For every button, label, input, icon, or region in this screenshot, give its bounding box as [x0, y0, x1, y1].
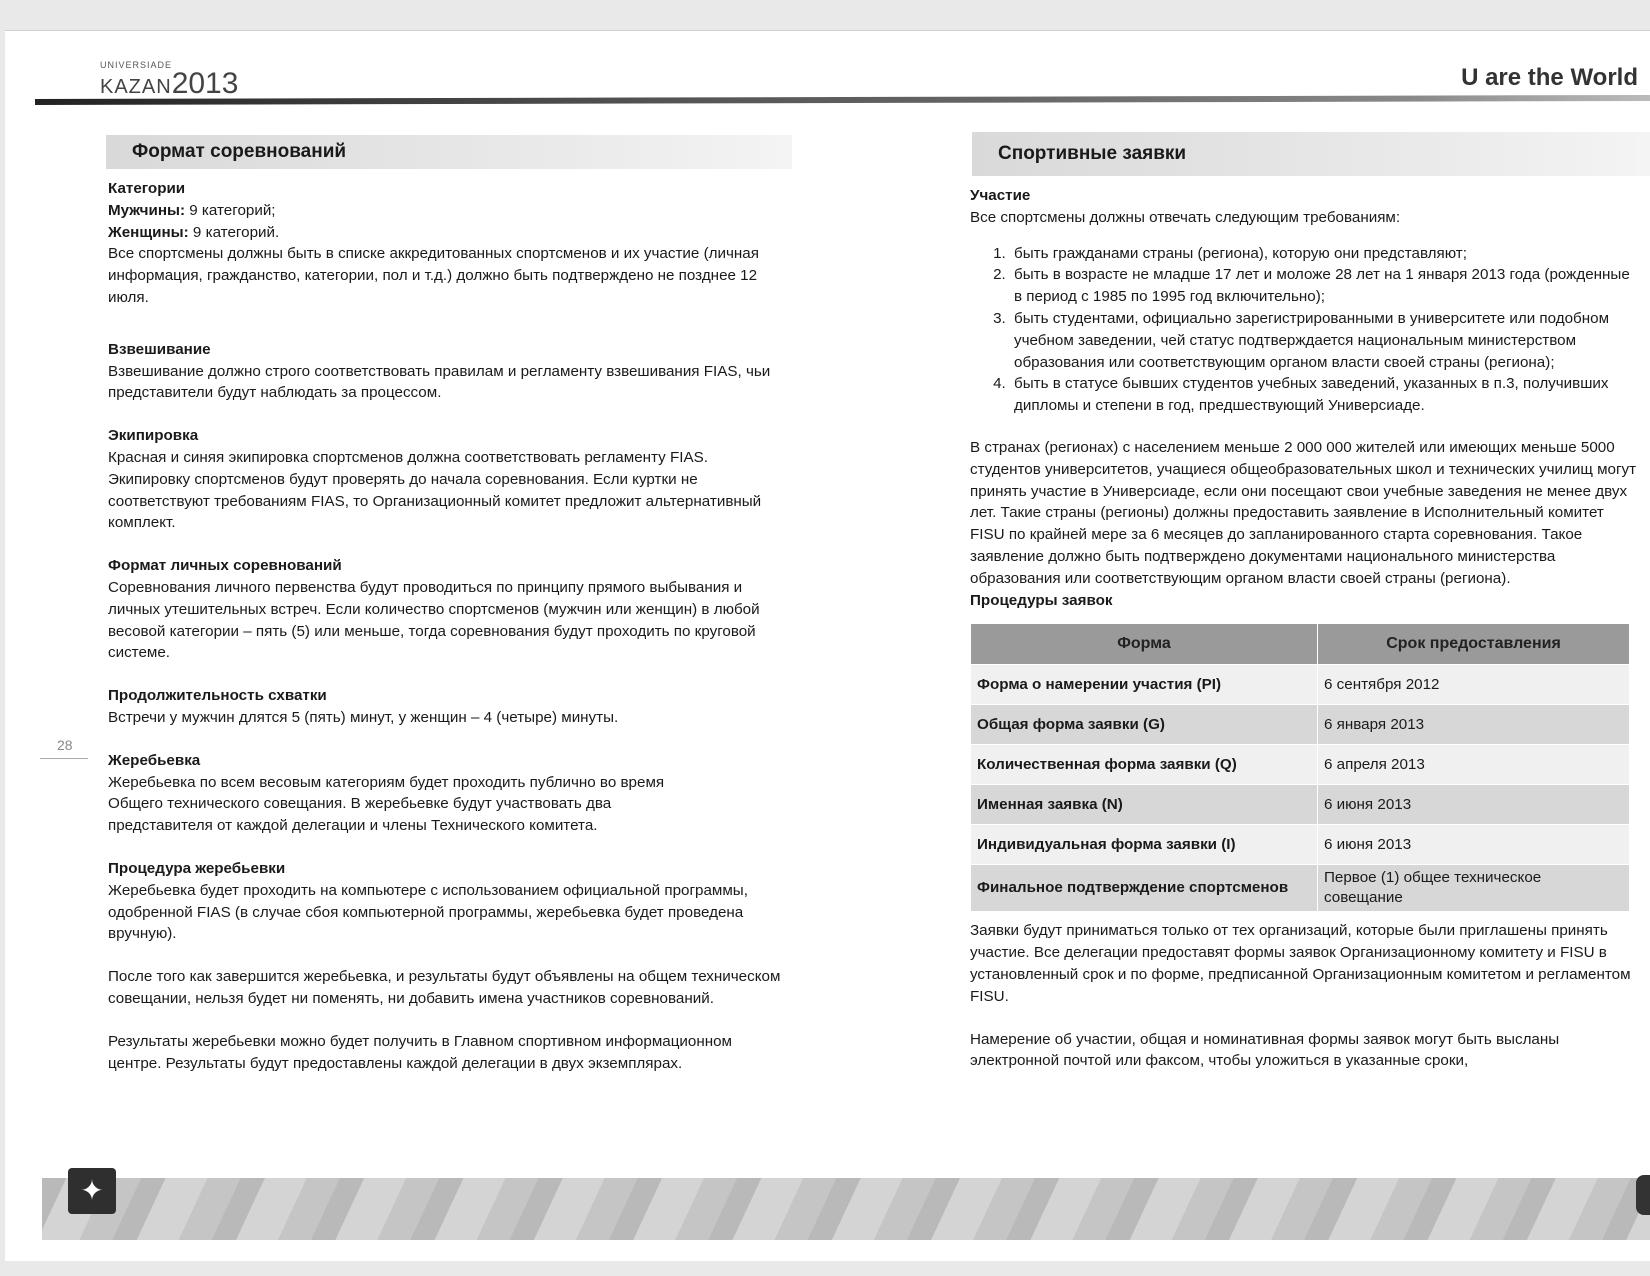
deadline-cell: 6 апреля 2013: [1318, 745, 1630, 785]
equipment-text: Красная и синяя экипировка спортсменов должна соответствовать регламенту FIAS. Экипировку спортсменов будут проверять до начала соревнования. Если куртки не соответствуют требованиям FIAS, то Организационный комитет предложит альтернативный комплект.: [108, 448, 762, 532]
women-line: [108, 222, 788, 244]
requirements-list: [970, 243, 1640, 417]
requirement-item: 4. быть в статусе бывших студентов учебных заведений, указанных в п.3, получивших дипломы и степени в год, предшествующий Универсиаде.: [1010, 373, 1640, 417]
logo-city: KAZAN: [100, 76, 172, 98]
deadline-cell: Первое (1) общее техническое совещание: [1318, 865, 1630, 912]
sport-pictogram-icon: ✦: [68, 1168, 116, 1214]
requirement-item: 2. быть в возрасте не младше 17 лет и моложе 28 лет на 1 января 2013 года (рожденные в период с 1985 по 1995 год включительно);: [1010, 264, 1640, 308]
individual-format-text: Соревнования личного первенства будут проводиться по принципу прямого выбывания и личных утешительных встреч. Если количество спортсменов (мужчин или женщин) в любой весовой категории – пять (5) или меньше, тогда соревнования будут проходить по круговой системе.: [108, 578, 760, 662]
block-draw: [108, 750, 788, 837]
requirement-item: 1. быть гражданами страны (региона), которую они представляют;: [1010, 243, 1640, 265]
heading-weighing: Взвешивание: [108, 340, 211, 358]
table-row: [971, 745, 1630, 785]
page-number-rule: [40, 758, 88, 759]
table-row: [971, 665, 1630, 705]
left-column: [108, 135, 788, 1095]
logo-main-text: [100, 67, 239, 101]
section-title-entries: Спортивные заявки: [972, 132, 1650, 176]
requirement-item: 3. быть студентами, официально зарегистрированными в университете или подобном учебном заведении, чей статус подтверждается национальным министерством образования или соответствующим органом власти своей страны (региона);: [1010, 308, 1640, 373]
section-title-format: Формат соревнований: [106, 135, 792, 169]
table-header-row: [971, 624, 1630, 665]
right-column: [970, 132, 1640, 1072]
form-cell: Общая форма заявки (G): [971, 705, 1318, 745]
form-cell: Именная заявка (N): [971, 785, 1318, 825]
categories-text: Все спортсмены должны быть в списке аккредитованных спортсменов и их участие (личная информация, гражданство, категории, пол и т.д.) должно быть подтверждено не позднее 12 июля.: [108, 245, 759, 306]
women-label: Женщины:: [108, 223, 189, 241]
after-table-text-1: Заявки будут приниматься только от тех организаций, которые были приглашены принять участие. Все делегации предоставят формы заявок Организационному комитету и FISU в установленный срок и по форме, предписанной Организационным комитетом и регламентом FISU.: [970, 922, 1631, 1005]
slogan: U are the World: [1461, 64, 1638, 91]
bout-duration-text: Встречи у мужчин длятся 5 (пять) минут, у женщин – 4 (четыре) минуты.: [108, 708, 619, 726]
table-header-deadline: Срок предоставления: [1318, 624, 1630, 665]
heading-draw: Жеребьевка: [108, 751, 201, 769]
form-cell: Финальное подтверждение спортсменов: [971, 865, 1318, 912]
page-edge-tab: [1636, 1175, 1650, 1215]
footer-pattern-band: [42, 1178, 1650, 1240]
form-cell: Индивидуальная форма заявки (I): [971, 825, 1318, 865]
heading-equipment: Экипировка: [108, 427, 199, 445]
deadline-cell: 6 сентября 2012: [1318, 665, 1630, 705]
draw-procedure-text-2: После того как завершится жеребьевка, и результаты будут объявлены на общем техническом совещании, нельзя будет ни поменять, ни добавить имена участников соревнований.: [108, 968, 781, 1007]
heading-draw-procedure: Процедура жеребьевки: [108, 859, 286, 877]
universiade-logo: [100, 60, 238, 101]
block-draw-procedure: [108, 858, 788, 1074]
deadline-cell: 6 июня 2013: [1318, 785, 1630, 825]
block-weighing: [108, 339, 788, 404]
women-value: 9 категорий.: [188, 223, 280, 241]
logo-year: 2013: [171, 67, 239, 100]
block-individual-format: [108, 555, 788, 664]
heading-categories: Категории: [108, 180, 186, 197]
heading-procedures: Процедуры заявок: [970, 591, 1113, 609]
small-countries-text: В странах (регионах) с населением меньше 2 000 000 жителей или имеющих меньше 5000 студентов университетов, учащиеся общеобразовательных школ и технических училищ могут принять участие в Универсиаде, если они посещают свои учебные заведения не менее двух лет. Такие страны (регионы) должны предоставить заявление в Исполнительный комитет FISU по крайней мере за 6 месяцев до запланированного старта соревнования. Такое заявление должно быть подтверждено документами национального министерства образования или соответствующим органом власти своей страны (региона).: [970, 438, 1637, 587]
block-categories: [108, 178, 788, 309]
form-cell: Форма о намерении участия (PI): [971, 665, 1318, 705]
participation-intro: Все спортсмены должны отвечать следующим требованиям:: [970, 208, 1401, 226]
men-label: Мужчины:: [108, 201, 186, 219]
table-row: [971, 865, 1630, 912]
men-value: 9 категорий;: [185, 201, 276, 219]
heading-participation: Участие: [970, 187, 1031, 204]
draw-procedure-text-3: Результаты жеребьевки можно будет получить в Главном спортивном информационном центре. Результаты будут предоставлены каждой делегации в двух экземплярах.: [108, 1032, 732, 1072]
deadline-cell: 6 июня 2013: [1318, 825, 1630, 865]
table-row: [971, 785, 1630, 825]
men-line: [108, 200, 788, 222]
table-row: [971, 825, 1630, 865]
deadline-cell: 6 января 2013: [1318, 705, 1630, 745]
table-header-form: Форма: [971, 624, 1318, 665]
heading-bout-duration: Продолжительность схватки: [108, 687, 327, 705]
heading-individual-format: Формат личных соревнований: [108, 557, 342, 575]
block-bout-duration: [108, 685, 788, 729]
after-table-text-2: Намерение об участии, общая и номинативная формы заявок могут быть высланы электронной почтой или факсом, чтобы уложиться в указанные сроки,: [970, 1030, 1560, 1070]
form-cell: Количественная форма заявки (Q): [971, 745, 1318, 785]
draw-text: Жеребьевка по всем весовым категориям будет проходить публично во время Общего технического совещания. В жеребьевке будут участвовать два представителя от каждой делегации и члены Технического комитета.: [108, 773, 665, 835]
weighing-text: Взвешивание должно строго соответствовать правилам и регламенту взвешивания FIAS, чьи представители будут наблюдать за процессом.: [108, 362, 771, 402]
block-equipment: [108, 425, 788, 534]
page-number: 28: [57, 737, 73, 753]
logo-small-text: UNIVERSIADE: [100, 60, 173, 70]
entry-deadlines-table: [970, 623, 1630, 912]
table-row: [971, 705, 1630, 745]
draw-procedure-text-1: Жеребьевка будет проходить на компьютере с использованием официальной программы, одобренной FIAS (в случае сбоя компьютерной программы, жеребьевка будет проведена вручную).: [108, 881, 748, 943]
